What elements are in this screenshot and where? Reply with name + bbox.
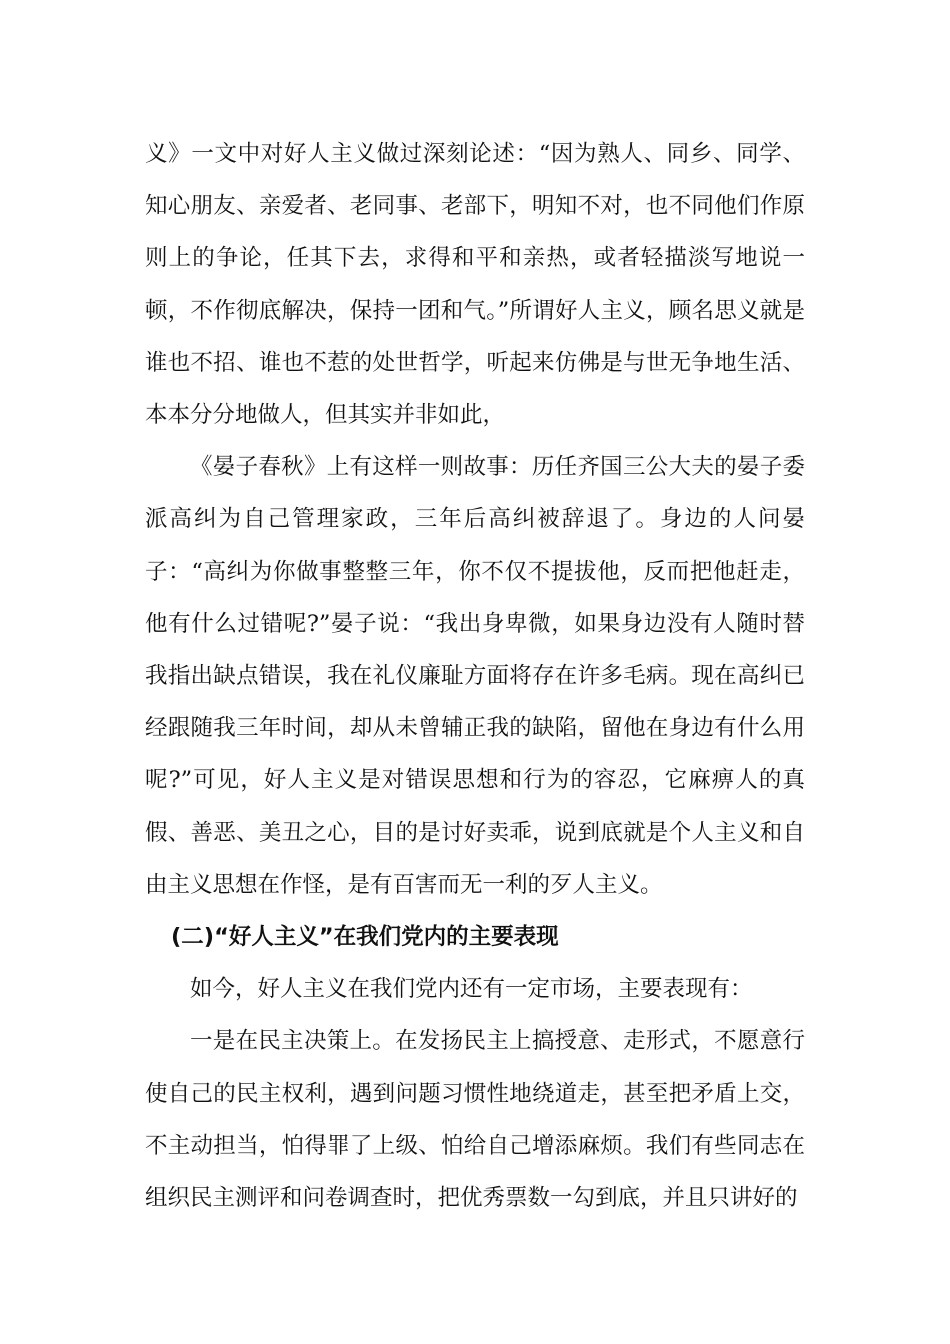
paragraph-yanzi-story: 《晏子春秋》上有这样一则故事：历任齐国三公大夫的晏子委派高纠为自己管理家政，三年后高纠被辞退了。身边的人问晏子：“高纠为你做事整整三年，你不仅不提拔他，反而把他赶走，他有什么过错呢?”晏子说：“我出身卑微，如果身边没有人随时替我指出缺点错误，我在礼仪廉耻方面将存在许多毛病。现在高纠已经跟随我三年时间，却从未曾辅正我的缺陷，留他在身边有什么用呢?”可见，好人主义是对错误思想和行为的容忍，它麻痹人的真假、善恶、美丑之心，目的是讨好卖乖，说到底就是个人主义和自由主义思想在作怪，是有百害而无一利的歹人主义。 [145,454,805,898]
paragraph-democratic-decision: 一是在民主决策上。在发扬民主上搞授意、走形式，不愿意行使自己的民主权利，遇到问题习惯性地绕道走，甚至把矛盾上交，不主动担当，怕得罪了上级、怕给自己增添麻烦。我们有些同志在组织民主测评和问卷调查时，把优秀票数一勾到底，并且只讲好的 [145,1028,805,1212]
paragraph-haorenzhuyi-definition: 义》一文中对好人主义做过深刻论述：“因为熟人、同乡、同学、知心朋友、亲爱者、老同事、老部下，明知不对，也不同他们作原则上的争论，任其下去，求得和平和亲热，或者轻描淡写地说一顿，不作彻底解决，保持一团和气。”所谓好人主义，顾名思义就是谁也不招、谁也不惹的处世哲学，听起来仿佛是与世无争地生活、本本分分地做人，但其实并非如此， [145,141,805,429]
document-body [145,128,805,1224]
section-heading: (二)“好人主义”在我们党内的主要表现 [171,924,559,951]
paragraph-main-manifestations: 如今，好人主义在我们党内还有一定市场，主要表现有： [190,976,753,1003]
